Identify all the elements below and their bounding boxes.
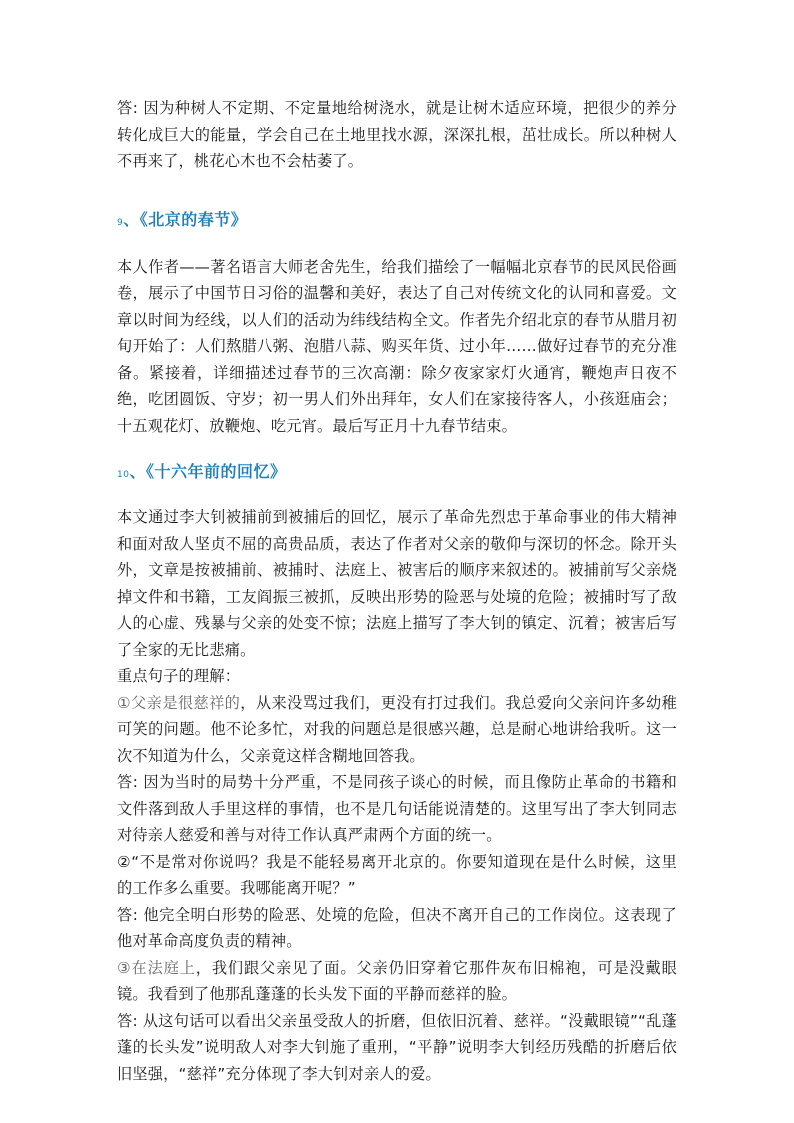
answer-1: 答: 因为当时的局势十分严重，不是同孩子谈心的时候，而且像防止革命的书籍和文件落到敌人手里这样的事情，也不是几句话能说清楚的。这里写出了李大钊同志对待亲人慈爱和善与对待工作认真严肃两个方面的统一。 xyxy=(117,773,677,844)
section-separator: 、 xyxy=(129,462,146,481)
section-title: 《北京的春节》 xyxy=(139,209,248,229)
section-heading-memories-sixteen-years-ago xyxy=(117,459,677,488)
question-3-highlight: 在法庭上 xyxy=(131,958,196,977)
section-number: 10 xyxy=(117,470,130,480)
section-content-memories xyxy=(117,504,677,1087)
question-2: ②“不是常对你说吗？我是不能轻易离开北京的。你要知道现在是什么时候，这里的工作多么重要。我哪能离开呢？” xyxy=(117,852,677,897)
key-sentences-label: 重点句子的理解： xyxy=(117,667,241,685)
question-1 xyxy=(117,690,677,770)
answer-paragraph-peach-tree: 答: 因为种树人不定期、不定量地给树浇水，就是让树木适应环境，把很少的养分转化成巨大的能量，学会自己在土地里找水源，深深扎根，茁壮成长。所以种树人不再来了，桃花心木也不会枯萎了。 xyxy=(117,99,677,170)
question-3 xyxy=(117,955,677,1008)
section-body-beijing-spring-festival: 本人作者——著名语言大师老舍先生，给我们描绘了一幅幅北京春节的民风民俗画卷，展示了中国节日习俗的温馨和美好，表达了自己对传统文化的认同和喜爱。文章以时间为经线，以人们的活动为纬线结构全文。作者先介绍北京的春节从腊月初旬开始了：人们熬腊八粥、泡腊八蒜、购买年货、过小年……做好过春节的充分准备。紧接着，详细描述过春节的三次高潮：除夕夜家家灯火通宵，鞭炮声日夜不绝，吃团圆饭、守岁；初一男人们外出拜年，女人们在家接待客人，小孩逛庙会；十五观花灯、放鞭炮、吃元宵。最后写正月十九春节结束。 xyxy=(117,257,677,435)
section-title: 《十六年前的回忆》 xyxy=(145,462,287,481)
question-marker: ① xyxy=(117,693,132,712)
question-marker: ③ xyxy=(117,958,132,977)
section-body-memories: 本文通过李大钊被捕前到被捕后的回忆，展示了革命先烈忠于革命事业的伟大精神和面对敌人坚贞不屈的高贵品质，表达了作者对父亲的敬仰与深切的怀念。除开头外，文章是按被捕前、被捕时、法庭上、被害后的顺序来叙述的。被捕前写父亲烧掉文件和书籍，工友阎振三被抓，反映出形势的险恶与处境的危险；被捕时写了敌人的心虚、残暴与父亲的处变不惊；法庭上描写了李大钊的镇定、沉着；被害后写了全家的无比悲痛。 xyxy=(117,508,677,659)
document-page xyxy=(117,95,677,1087)
answer-3: 答: 从这句话可以看出父亲虽受敌人的折磨，但依旧沉着、慈祥。“没戴眼镜”“乱蓬蓬的长头发”说明敌人对李大钊施了重刑，“平静”说明李大钊经历残酷的折磨后依旧坚强，“慈祥”充分体现了李大钊对亲人的爱。 xyxy=(117,1011,677,1083)
question-3-text: ，我们跟父亲见了面。父亲仍旧穿着它那件灰布旧棉袍，可是没戴眼镜。我看到了他那乱蓬蓬的长头发下面的平静而慈祥的脸。 xyxy=(117,958,677,1003)
section-number: 9 xyxy=(117,217,124,228)
question-1-text: ，从来没骂过我们，更没有打过我们。我总爱向父亲问许多幼稚可笑的问题。他不论多忙，对我的问题总是很感兴趣，总是耐心地讲给我听。这一次不知道为什么，父亲竟这样含糊地回答我。 xyxy=(117,693,677,765)
section-heading-beijing-spring-festival xyxy=(117,207,677,236)
question-1-highlight: 父亲是很慈祥的 xyxy=(131,693,241,712)
section-separator: 、 xyxy=(123,209,140,229)
answer-2: 答: 他完全明白形势的险恶、处境的危险，但决不离开自己的工作岗位。这表现了他对革命高度负责的精神。 xyxy=(117,905,677,950)
